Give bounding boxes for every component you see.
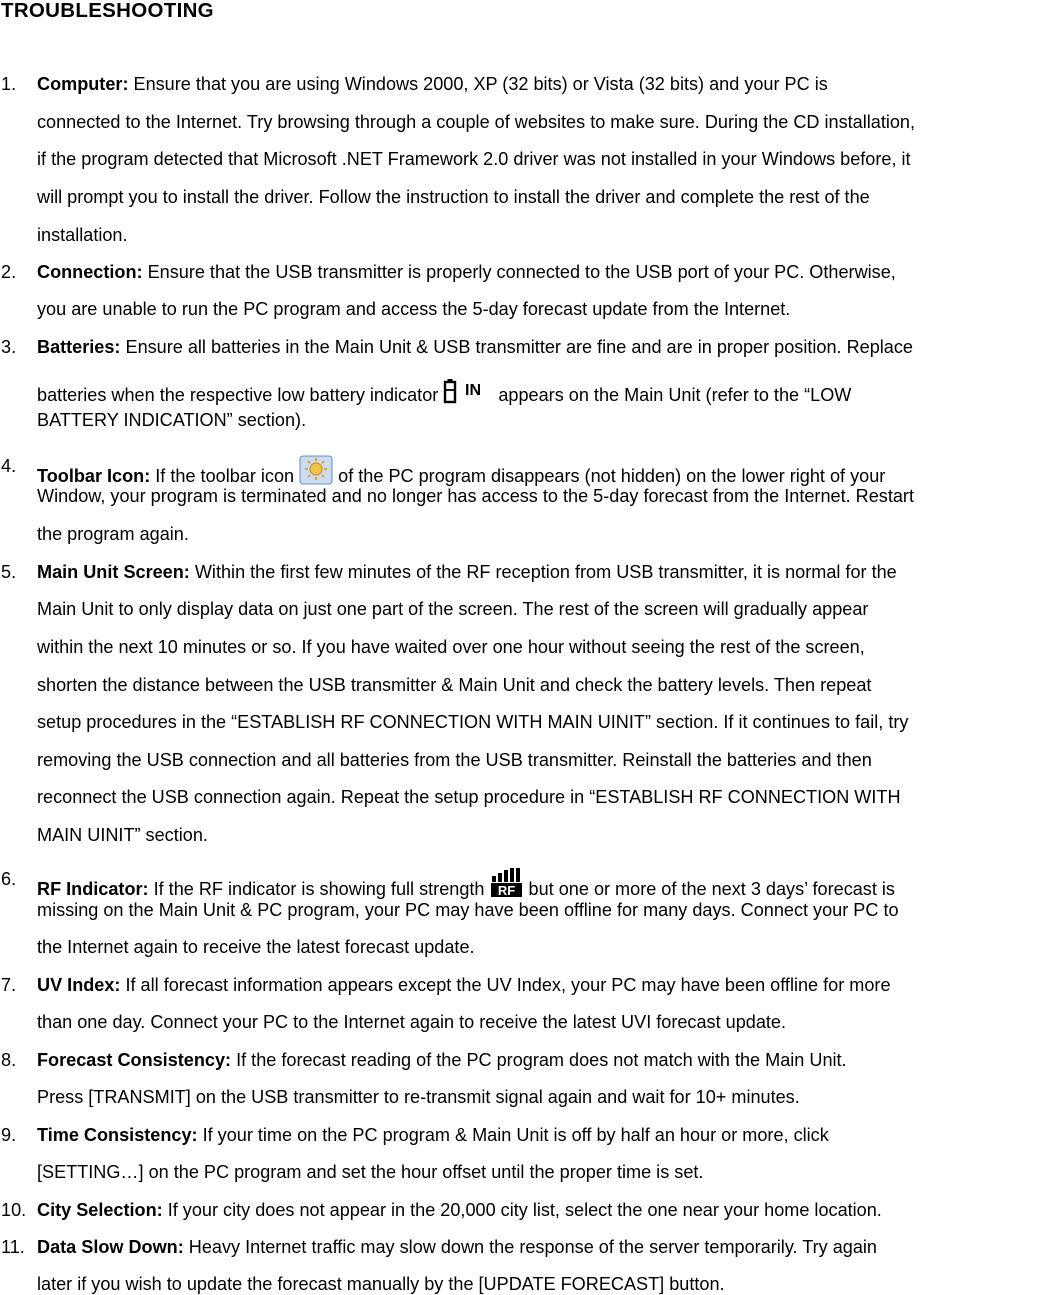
list-item-line: Main Unit Screen: Within the first few minutes of the RF reception from USB transmitter, it is normal for the xyxy=(37,562,897,582)
list-item-title: Time Consistency: xyxy=(37,1125,198,1145)
list-item-number: 6. xyxy=(1,869,17,889)
list-item-line: Main Unit to only display data on just one part of the screen. The rest of the screen will gradually appear xyxy=(37,599,869,619)
list-item-line: connected to the Internet. Try browsing through a couple of websites to make sure. During the CD installation, xyxy=(37,112,916,132)
list-item-line: Connection: Ensure that the USB transmitter is properly connected to the USB port of your PC. Otherwise, xyxy=(37,262,896,282)
list-item-line: [SETTING…] on the PC program and set the hour offset until the proper time is set. xyxy=(37,1162,704,1182)
list-item-title: Connection: xyxy=(37,262,143,282)
list-item-line: City Selection: If your city does not appear in the 20,000 city list, select the one near your home location. xyxy=(37,1200,882,1220)
list-item-line: than one day. Connect your PC to the Internet again to receive the latest UVI forecast update. xyxy=(37,1012,786,1032)
list-item-title: Main Unit Screen: xyxy=(37,562,190,582)
list-item-title: UV Index: xyxy=(37,975,121,995)
battery-indicator-text: IN xyxy=(465,382,482,399)
list-item-line: BATTERY INDICATION” section). xyxy=(37,410,307,430)
list-item-line: Time Consistency: If your time on the PC program & Main Unit is off by half an hour or more, click xyxy=(37,1125,829,1145)
list-item-number: 8. xyxy=(1,1050,17,1070)
list-item-line: the program again. xyxy=(37,524,189,544)
list-item-line: UV Index: If all forecast information appears except the UV Index, your PC may have been offline for more xyxy=(37,975,891,995)
list-item-number: 7. xyxy=(1,975,17,995)
list-item-title: Toolbar Icon: xyxy=(37,466,151,486)
list-item-line: Forecast Consistency: If the forecast reading of the PC program does not match with the Main Unit. xyxy=(37,1050,847,1070)
list-item-line: setup procedures in the “ESTABLISH RF CONNECTION WITH MAIN UINIT” section. If it continues to fail, try xyxy=(37,712,909,732)
rf-indicator-text: RF xyxy=(497,883,515,898)
list-item-line: Batteries: Ensure all batteries in the Main Unit & USB transmitter are fine and are in proper position. Replace xyxy=(37,337,913,357)
list-item-title: Forecast Consistency: xyxy=(37,1050,232,1070)
list-item-line: removing the USB connection and all batteries from the USB transmitter. Reinstall the batteries and then xyxy=(37,750,872,770)
low-battery-icon xyxy=(443,378,493,409)
list-item-title: City Selection: xyxy=(37,1200,163,1220)
list-item-line: reconnect the USB connection again. Repeat the setup procedure in “ESTABLISH RF CONNECTION WITH xyxy=(37,787,901,807)
list-item-line: Press [TRANSMIT] on the USB transmitter to re-transmit signal again and wait for 10+ minutes. xyxy=(37,1087,800,1107)
list-item-line: the Internet again to receive the latest forecast update. xyxy=(37,937,475,957)
list-item-number: 3. xyxy=(1,337,17,357)
list-item-line: missing on the Main Unit & PC program, your PC may have been offline for many days. Connect your PC to xyxy=(37,900,899,920)
list-item-number: 11. xyxy=(1,1237,25,1257)
rf-signal-icon xyxy=(490,868,524,903)
list-item-line: shorten the distance between the USB transmitter & Main Unit and check the battery levels. Then repeat xyxy=(37,675,872,695)
list-item-line: RF Indicator: If the RF indicator is showing full strength RF but one or more of the next 3 days’ forecast is xyxy=(37,868,895,903)
list-item-title: Data Slow Down: xyxy=(37,1237,184,1257)
list-item-line: you are unable to run the PC program and access the 5-day forecast update from the Internet. xyxy=(37,299,791,319)
list-item-line: installation. xyxy=(37,225,128,245)
list-item-number: 2. xyxy=(1,262,17,282)
list-item-number: 1. xyxy=(1,74,17,94)
list-item-title: Batteries: xyxy=(37,337,121,357)
list-item-line: within the next 10 minutes or so. If you have waited over one hour without seeing the rest of the screen, xyxy=(37,637,865,657)
list-item-line: batteries when the respective low battery indicator IN appears on the Main Unit (refer to the “LOW xyxy=(37,378,851,409)
list-item-line: will prompt you to install the driver. Follow the instruction to install the driver and complete the rest of the xyxy=(37,187,870,207)
list-item-number: 9. xyxy=(1,1125,17,1145)
list-item-title: RF Indicator: xyxy=(37,879,149,899)
list-item-line: Computer: Ensure that you are using Windows 2000, XP (32 bits) or Vista (32 bits) and your PC is xyxy=(37,74,828,94)
list-item-line: if the program detected that Microsoft .NET Framework 2.0 driver was not installed in your Windows before, it xyxy=(37,149,911,169)
list-item-number: 5. xyxy=(1,562,17,582)
list-item-line: later if you wish to update the forecast manually by the [UPDATE FORECAST] button. xyxy=(37,1274,725,1294)
list-item-line: MAIN UINIT” section. xyxy=(37,825,208,845)
list-item-number: 10. xyxy=(1,1200,27,1220)
list-item-title: Computer: xyxy=(37,74,129,94)
page-title: TROUBLESHOOTING xyxy=(1,0,214,22)
list-item-line: Data Slow Down: Heavy Internet traffic may slow down the response of the server temporarily. Try again xyxy=(37,1237,877,1257)
list-item-line: Window, your program is terminated and no longer has access to the 5-day forecast from the Internet. Restart xyxy=(37,486,914,506)
list-item-line: Toolbar Icon: If the toolbar icon of the PC program disappears (not hidden) on the lower right of your xyxy=(37,455,885,490)
list-item-number: 4. xyxy=(1,456,17,476)
